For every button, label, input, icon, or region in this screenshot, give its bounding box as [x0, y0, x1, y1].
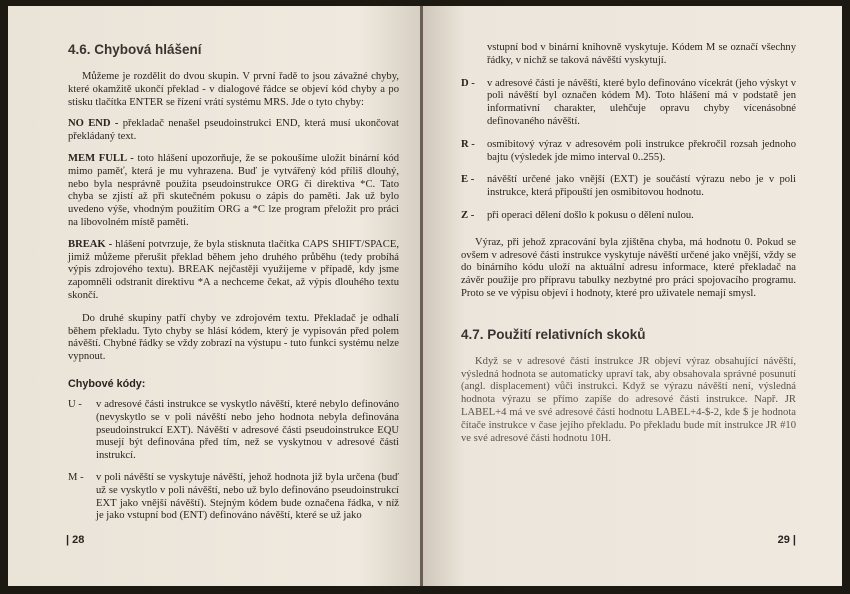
error-text: toto hlášení upozorňuje, že se pokoušíme uložit binární kód mimo paměť, která je mu vyhrazena. Buď je vytvářený kód příliš dlouhý, nebo byla nesprávně použita pseudoinstrukce ORG či direktiva *C. Tato chyba se zjistí až při skutečném pokusu o zápis do paměti. Jak už bylo uvedeno výše, vhodným použitím ORG a *C lze program přeložit pro práci na libovolném místě paměti. [68, 152, 399, 228]
intro-paragraph: Můžeme je rozdělit do dvou skupin. V první řadě to jsou závažné chyby, které okamžitě ukončí překlad - v dialogové řádce se objeví kód chyby a po stisku tlačítka ENTER se řízení vrátí systému MRS. Jde o tyto chyby: [68, 71, 399, 108]
error-term: BREAK - [68, 238, 113, 250]
error-text: hlášení potvrzuje, že byla stisknuta tlačítka CAPS SHIFT/SPACE, jimiž můžeme přerušit překlad během jeho druhého průběhu (tedy probíhá výpis zdrojového textu). BREAK nejčastěji využijeme v případě, kdy jsme zapomněli odstranit direktivu *A a nechceme čekat, až výpis dlouhého textu skončí. [68, 238, 399, 301]
code-key: R - [461, 138, 475, 150]
error-entry-no-end [68, 118, 399, 144]
error-entry-mem-full [68, 153, 399, 230]
error-code-r [461, 139, 796, 165]
code-key: U - [68, 398, 82, 410]
error-text: překladač nenašel pseudoinstrukci END, která musí ukončovat překládaný text. [68, 118, 399, 143]
open-book [8, 6, 842, 586]
error-term: NO END - [68, 118, 119, 130]
error-codes-heading: Chybové kódy: [68, 377, 146, 390]
code-text: v poli návěští se vyskytuje návěští, jehož hodnota již byla určena (buď už se vyskytlo v poli návěští, nebo už bylo definováno pseudoinstrukcí EXT jako vnější návěští). Stejným kódem bude označena řádka, v níž je jako vstupní bod (ENT) definováno návěští, které se už jako [96, 471, 399, 522]
error-entry-break [68, 239, 399, 303]
code-text: návěští určené jako vnější (EXT) je součástí výrazu nebo je v poli instrukce, která připouští jen osmibitovou hodnotu. [487, 174, 796, 199]
section-heading-4-6: 4.6. Chybová hlášení [68, 42, 202, 57]
code-key: E - [461, 174, 475, 186]
second-group-paragraph: Do druhé skupiny patří chyby ve zdrojovém textu. Překladač je odhalí během překladu. Tyto chyby se hlásí kódem, který je vypisován před polem návěští. Chybné řádky se vždy zobrazí na výstupu - tuto funkci systému nelze vypnout. [68, 312, 399, 363]
error-code-e [461, 174, 796, 200]
left-page [8, 6, 421, 586]
code-text: osmibitový výraz v adresovém poli instrukce překročil rozsah jednoho bajtu (výsledek jde mimo interval 0..255). [487, 138, 796, 163]
code-text: při operaci dělení došlo k pokusu o dělení nulou. [487, 209, 694, 221]
error-code-z [461, 210, 796, 223]
continuation-paragraph: vstupní bod v binární knihovně vyskytuje. Kódem M se označí všechny řádky, v nichž se taková návěští vyskytují. [487, 42, 796, 66]
page-number-right: 29 | [777, 534, 796, 546]
code-key: D - [461, 77, 475, 89]
error-term: MEM FULL - [68, 152, 134, 164]
error-code-m [68, 472, 399, 523]
code-text: v adresové části je návěští, které bylo definováno vícekrát (jeho výskyt v poli návěští byl označen kódem M). Toto hlášení má v podstatě jen informativní charakter, ulehčuje opravu chyby vícenásobné definovaného návěští. [487, 77, 796, 127]
code-key: Z - [461, 209, 475, 221]
relative-jumps-paragraph: Když se v adresové části instrukce JR objeví výraz obsahující návěští, výsledná hodnota se automaticky upraví tak, aby obsahovala správné posunutí (angl. displacement) vůči instrukci. Když se výrazu návěští není, výsledná hodnota výrazu se přímo zapíše do adresové části instrukce. Např. JR LABEL+4 má ve své adresové části hodnotu LABEL+4-$-2, kde $ je hodnota čítače instrukce v čase jejího překladu. Po překladu bude mít instrukce JR #10 ve své adresové části hodnotu 10H. [461, 355, 796, 444]
error-code-u [68, 399, 399, 463]
code-text: v adresové části instrukce se vyskytlo návěští, které nebylo definováno (nevyskytlo se v poli návěští nebo jeho hodnota nebyla definována pseudoinstrukcí EXT). Návěští v adresové části pseudoinstrukce EQU musejí být definována před tím, než se vyskytnou v adresové části instrukcí. [96, 398, 399, 462]
page-number-left: | 28 [66, 534, 85, 546]
zero-value-paragraph: Výraz, při jehož zpracování byla zjištěna chyba, má hodnotu 0. Pokud se ovšem v adresové části instrukce vyskytuje návěští určené jako vnější, vždy se do binárního kódu uloží na aktuální adresu informace, které překladač na závěr použije pro přípravu tabulky nezbytné pro práci spojovacího programu. Proto se ve výpisu objeví i hodnoty, které pro uživatele nemají smysl. [461, 236, 796, 299]
error-code-d [461, 78, 796, 129]
code-key: M - [68, 471, 84, 483]
right-page [423, 6, 842, 586]
section-heading-4-7: 4.7. Použití relativních skoků [461, 326, 646, 342]
